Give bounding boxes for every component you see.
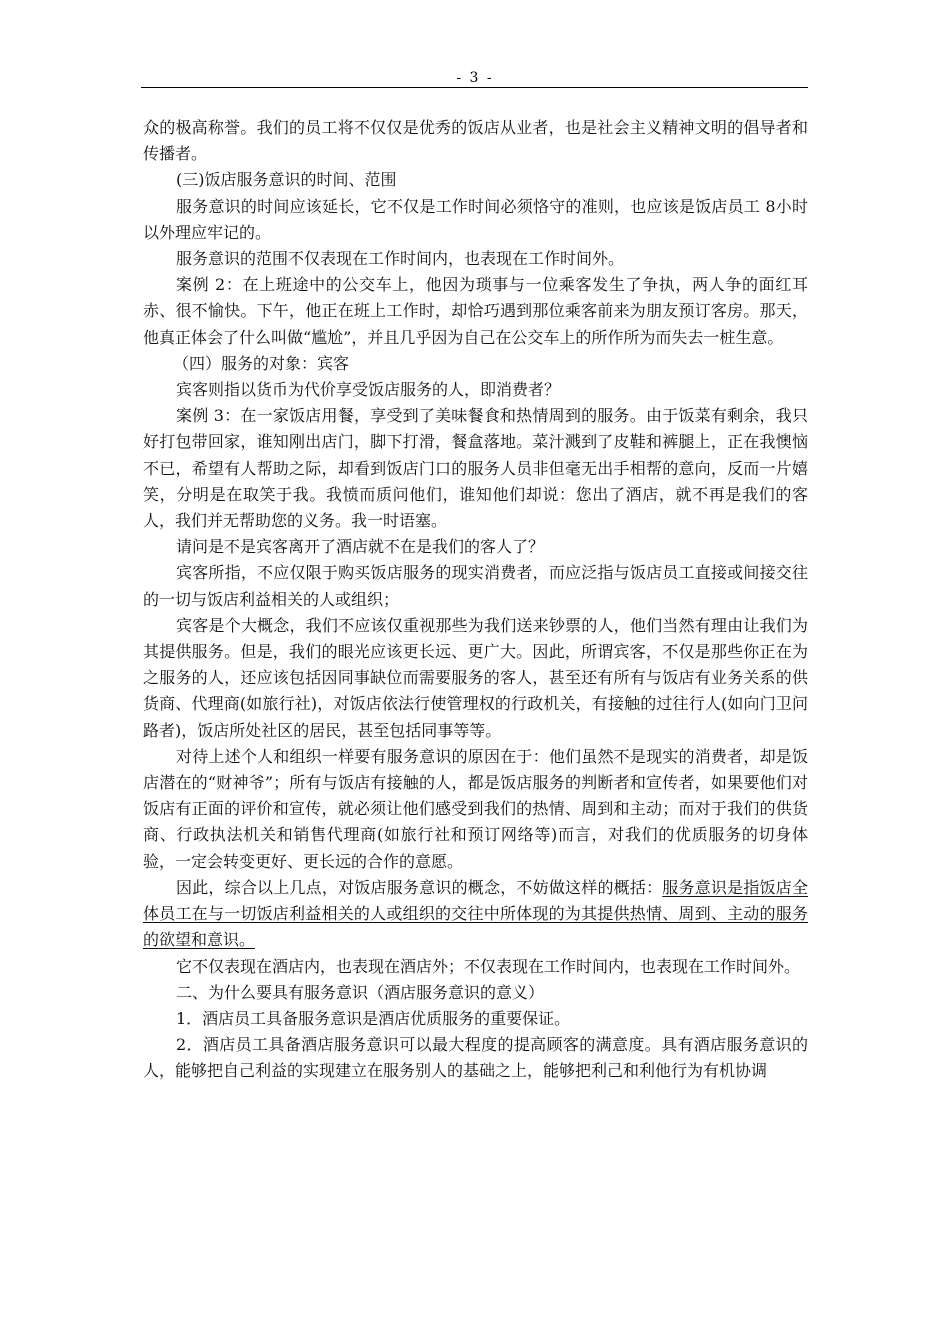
section-heading-2: 二、为什么要具有服务意识（酒店服务意识的意义） <box>176 982 545 1002</box>
numbered-item-1: 1．酒店员工具备服务意识是酒店优质服务的重要保证。 <box>176 1008 571 1028</box>
definition-paragraph <box>143 875 808 954</box>
paragraph: 宾客则指以货币为代价享受饭店服务的人，即消费者？ <box>176 380 561 400</box>
paragraph-continuation: 众的极高称誉。我们的员工将不仅仅是优秀的饭店从业者，也是社会主义精神文明的倡导者和传播者。 <box>143 118 808 164</box>
paragraph: 宾客所指，不应仅限于购买饭店服务的现实消费者，而应泛指与饭店员工直接或间接交往的一切与饭店利益相关的人或组织； <box>143 563 808 609</box>
paragraph: 对待上述个人和组织一样要有服务意识的原因在于：他们虽然不是现实的消费者，却是饭店潜在的“财神爷”；所有与饭店有接触的人，都是饭店服务的判断者和宣传者，如果要他们对饭店有正面的评价和宣传，就必须让他们感受到我们的热情、周到和主动；而对于我们的供货商、行政执法机关和销售代理商(如旅行社和预订网络等)而言，对我们的优质服务的切身体验，一定会转变更好、更长远的合作的意愿。 <box>143 746 808 871</box>
paragraph: 宾客是个大概念，我们不应该仅重视那些为我们送来钞票的人，他们当然有理由让我们为其提供服务。但是，我们的眼光应该更长远、更广大。因此，所谓宾客，不仅是那些你正在为之服务的人，还应该包括因同事缺位而需要服务的客人，甚至还有所有与饭店有业务关系的供货商、代理商(如旅行社)，对饭店依法行使管理权的行政机关，有接触的过往行人(如向门卫问路者)，饭店所处社区的居民，甚至包括同事等等。 <box>143 615 808 740</box>
paragraph: 服务意识的范围不仅表现在工作时间内，也表现在工作时间外。 <box>176 249 625 269</box>
paragraph: 它不仅表现在酒店内，也表现在酒店外；不仅表现在工作时间内，也表现在工作时间外。 <box>176 956 801 976</box>
definition-underlined-text: 服务意识是指饭店全体员工在与一切饭店利益相关的人或组织的交往中所体现的为其提供热情、周到、主动的服务的欲望和意识。 <box>143 877 808 950</box>
header-rule <box>141 87 808 88</box>
section-heading-3: (三)饭店服务意识的时间、范围 <box>176 170 397 190</box>
question-paragraph: 请问是不是宾客离开了酒店就不在是我们的客人了？ <box>176 537 545 557</box>
case-2-paragraph: 案例 2：在上班途中的公交车上，他因为琐事与一位乘客发生了争执，两人争的面红耳赤、很不愉快。下午，他正在班上工作时，却恰巧遇到那位乘客前来为朋友预订客房。那天，他真正体会了什么叫做“尴尬”，并且几乎因为自己在公交车上的所作所为而失去一桩生意。 <box>143 275 808 347</box>
paragraph: 服务意识的时间应该延长，它不仅是工作时间必须恪守的准则，也应该是饭店员工 8小时以外理应牢记的。 <box>143 196 808 242</box>
numbered-item-2: 2．酒店员工具备酒店服务意识可以最大程度的提高顾客的满意度。具有酒店服务意识的人，能够把自己利益的实现建立在服务别人的基础之上，能够把利己和利他行为有机协调 <box>143 1035 808 1081</box>
case-3-paragraph: 案例 3：在一家饭店用餐，享受到了美味餐食和热情周到的服务。由于饭菜有剩余，我只好打包带回家，谁知刚出店门，脚下打滑，餐盒落地。菜汁溅到了皮鞋和裤腿上，正在我懊恼不已，希望有人帮助之际，却看到饭店门口的服务人员非但毫无出手相帮的意向，反而一片嬉笑，分明是在取笑于我。我愤而质问他们，谁知他们却说：您出了酒店，就不再是我们的客人，我们并无帮助您的义务。我一时语塞。 <box>143 406 808 531</box>
definition-lead-text: 因此，综合以上几点，对饭店服务意识的概念，不妨做这样的概括： <box>176 877 663 897</box>
section-heading-4: （四）服务的对象：宾客 <box>173 353 350 373</box>
document-body <box>143 115 808 1085</box>
page-number: - 3 - <box>456 70 494 86</box>
